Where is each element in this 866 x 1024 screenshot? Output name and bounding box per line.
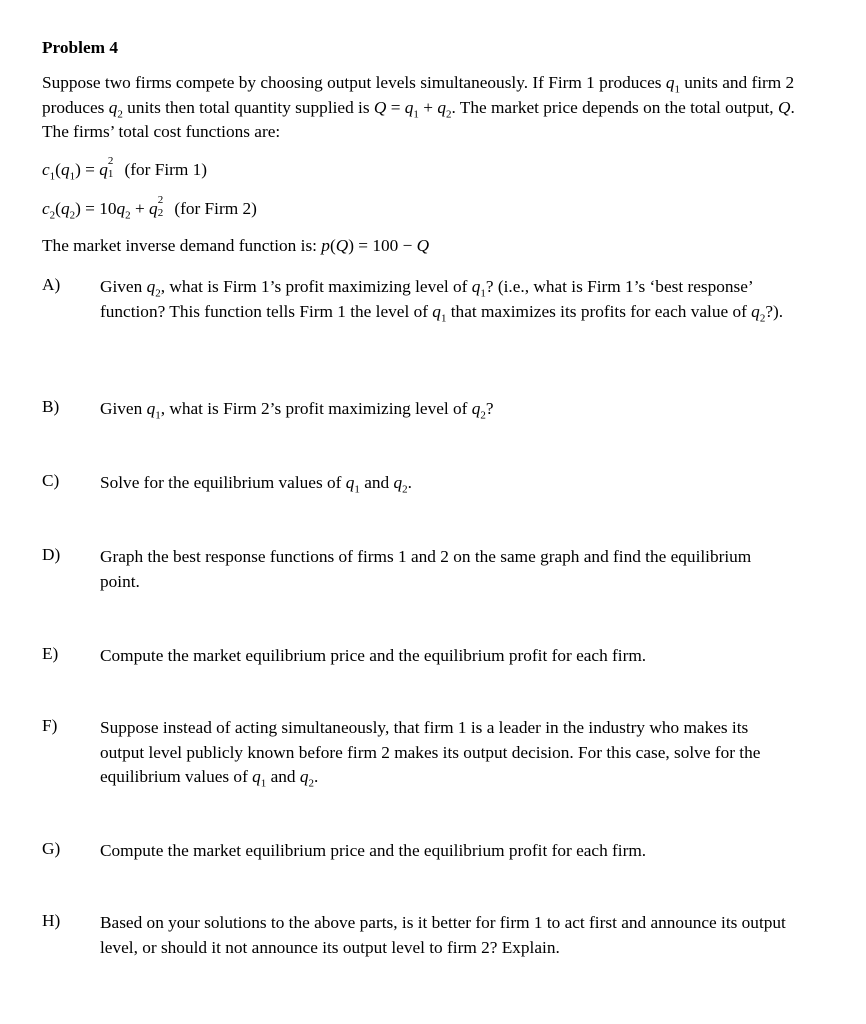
problem-intro: Suppose two firms compete by choosing output levels simultaneously. If Firm 1 produces $q_1$ units and firm 2 produces $q_2$ units then total quantity supplied is $Q = q_1 + q_2$. The market price depends on the total output, Q. The firms’ total cost functions are: — [42, 73, 795, 141]
cost-function-firm1: $c_1(q_1) = q$ 2 1 (for Firm 1) — [42, 155, 208, 183]
question-text: Based on your solutions to the above parts, is it better for firm 1 to act first and announce its output level, or should it not announce its output level to firm 2? Explain. — [100, 913, 786, 957]
question-text: Suppose instead of acting simultaneously, that firm 1 is a leader in the industry who makes its output level publicly known before firm 2 makes its output decision. For this case, solve for the equilibrium values of $q_1$ and $q_2$. — [100, 718, 761, 790]
question-text: Solve for the equilibrium values of $q_1$ and $q_2$. — [100, 473, 412, 496]
question-text: Given $q_1$, what is Firm 2’s profit maximizing level of $q_2$? — [100, 399, 494, 422]
inverse-demand-function: The market inverse demand function is: p(Q) = 100 − Q — [42, 236, 430, 255]
question-label: F) — [42, 716, 58, 735]
question-label: C) — [42, 471, 60, 490]
question-text: Graph the best response functions of firms 1 and 2 on the same graph and find the equilibrium point. — [100, 547, 752, 591]
question-label: E) — [42, 644, 59, 663]
question-label: H) — [42, 911, 61, 930]
question-label: G) — [42, 839, 61, 858]
question-text: Given $q_2$, what is Firm 1’s profit maximizing level of $q_1$? (i.e., what is Firm 1’s ‘best response’ function? This function tells Firm 1 the level of $q_1$ that maximizes its profits for each value of $q_2$?). — [100, 277, 784, 324]
question-text: Compute the market equilibrium price and the equilibrium profit for each firm. — [100, 646, 647, 665]
question-label: B) — [42, 397, 60, 416]
question-label: D) — [42, 545, 61, 564]
problem-title: Problem 4 — [42, 38, 118, 57]
question-label: A) — [42, 275, 61, 294]
question-text: Compute the market equilibrium price and the equilibrium profit for each firm. — [100, 841, 647, 860]
cost-function-firm2: $c_2(q_2) = 10q_2 + q$ 2 2 (for Firm 2) — [42, 194, 257, 222]
